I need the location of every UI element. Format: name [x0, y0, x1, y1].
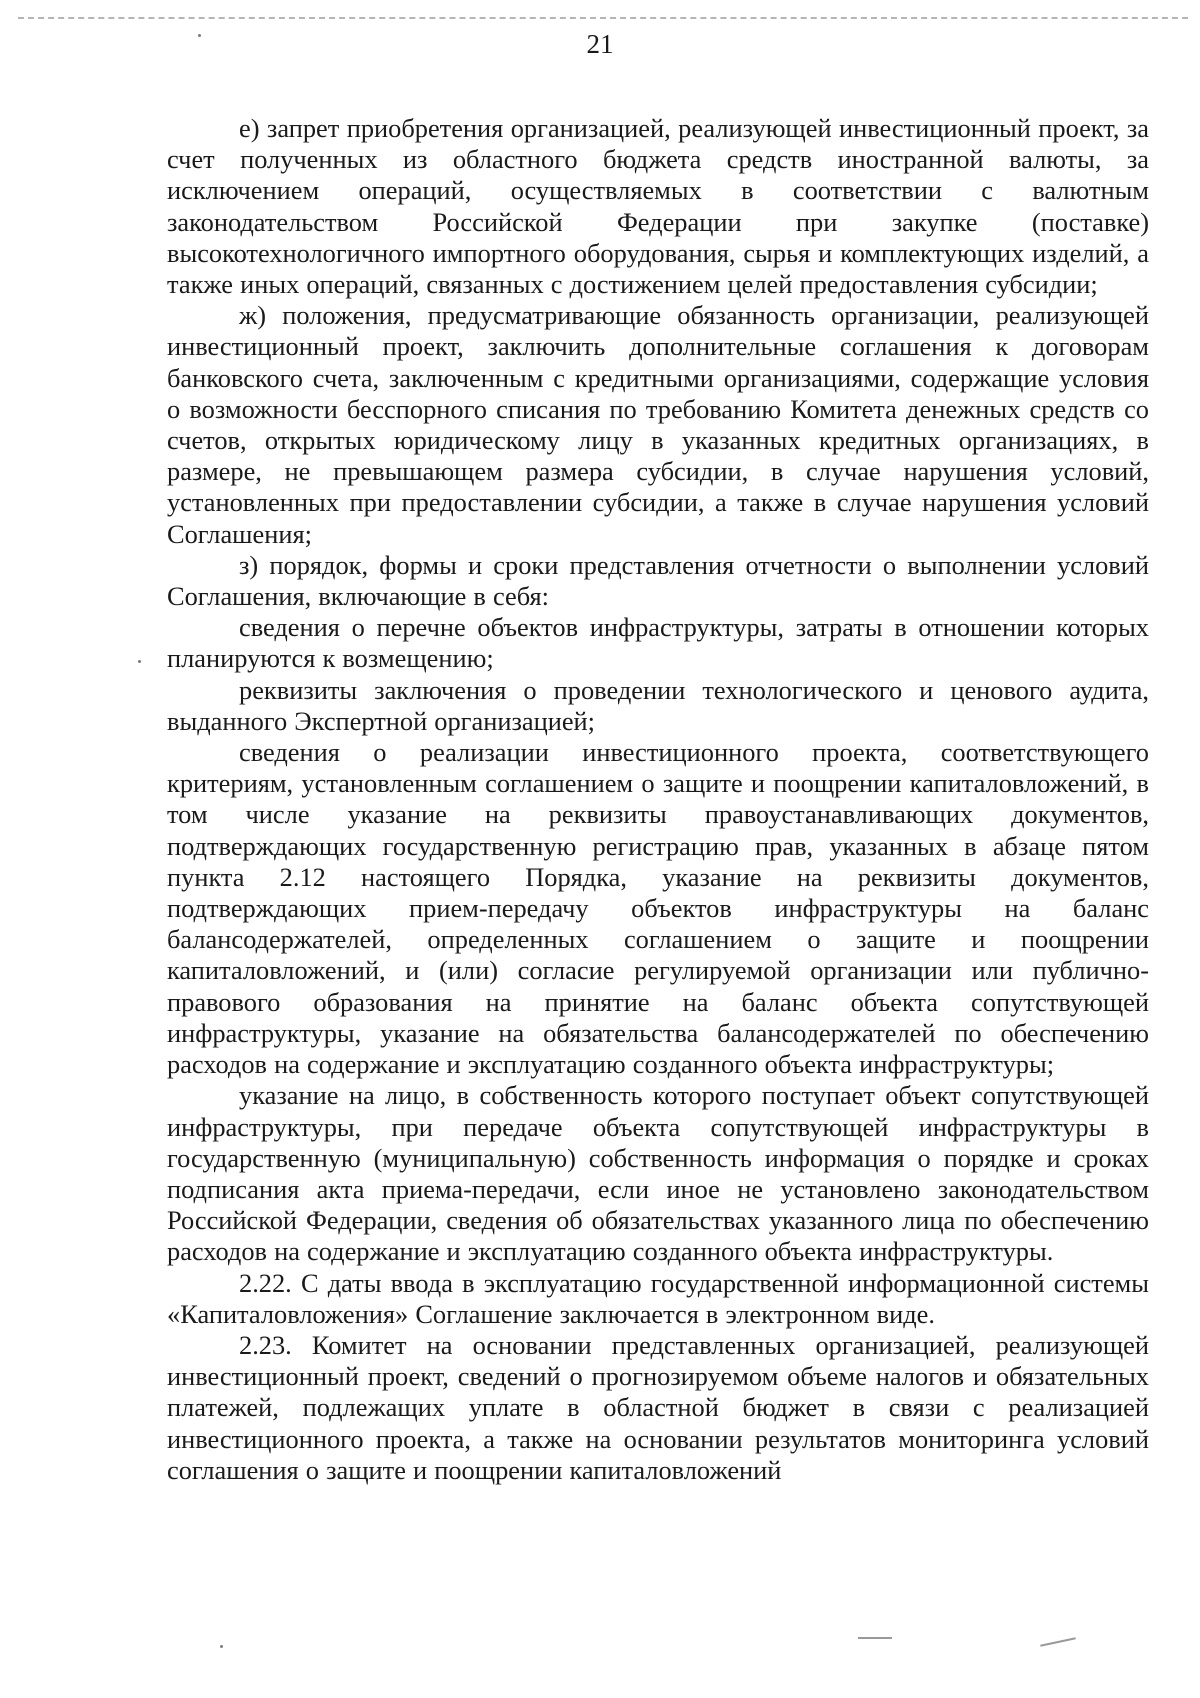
- paragraph-2-23: 2.23. Комитет на основании представленных организацией, реализующей инвестиционный проект, сведений о прогнозируемом объеме налогов и обязательных платежей, подлежащих уплате в областной бюджет в связи с реализацией инвестиционного проекта, а также на основании результатов мониторинга условий соглашения о защите и поощрении капиталовложений: [167, 1329, 1149, 1485]
- paragraph-item-z: з) порядок, формы и сроки представления отчетности о выполнении условий Соглашения, включающие в себя:: [167, 549, 1149, 612]
- paragraph-item-e: е) запрет приобретения организацией, реализующей инвестиционный проект, за счет полученных из областного бюджета средств иностранной валюты, за исключением операций, осуществляемых в соответствии с валютным законодательством Российской Федерации при закупке (поставке) высокотехнологичного импортного оборудования, сырья и комплектующих изделий, а также иных операций, связанных с достижением целей предоставления субсидии;: [167, 113, 1149, 300]
- paragraph-2-22: 2.22. С даты ввода в эксплуатацию государственной информационной системы «Капиталовложения» Соглашение заключается в электронном виде.: [167, 1267, 1149, 1329]
- document-body: [167, 113, 1149, 1486]
- handwritten-mark: [1040, 1637, 1076, 1646]
- paragraph-infrastructure-list: сведения о перечне объектов инфраструктуры, затраты в отношении которых планируются к возмещению;: [167, 612, 1149, 674]
- scan-speck: [220, 1645, 223, 1648]
- paragraph-project-info: сведения о реализации инвестиционного проекта, соответствующего критериям, установленным соглашением о защите и поощрении капиталовложений, в том числе указание на реквизиты правоустанавливающих документов, подтверждающих государственную регистрацию прав, указанных в абзаце пятом пункта 2.12 настоящего Порядка, указание на реквизиты документов, подтверждающих прием-передачу объектов инфраструктуры на баланс балансодержателей, определенных соглашением о защите и поощрении капиталовложений, и (или) согласие регулируемой организации или публично-правового образования на принятие на баланс объекта сопутствующей инфраструктуры, указание на обязательства балансодержателей по обеспечению расходов на содержание и эксплуатацию созданного объекта инфраструктуры;: [167, 737, 1149, 1080]
- paragraph-ownership: указание на лицо, в собственность которого поступает объект сопутствующей инфраструктуры, при передаче объекта сопутствующей инфраструктуры в государственную (муниципальную) собственность информация о порядке и сроках подписания акта приема-передачи, если иное не установлено законодательством Российской Федерации, сведения об обязательствах указанного лица по обеспечению расходов на содержание и эксплуатацию созданного объекта инфраструктуры.: [167, 1080, 1149, 1267]
- paragraph-audit-details: реквизиты заключения о проведении технологического и ценового аудита, выданного Экспертной организацией;: [167, 674, 1149, 736]
- scan-mark: [858, 1637, 892, 1639]
- scan-edge-line: [18, 17, 1188, 19]
- scan-speck: [198, 34, 201, 37]
- page-number: 21: [586, 29, 614, 59]
- paragraph-item-zh: ж) положения, предусматривающие обязанность организации, реализующей инвестиционный проект, заключить дополнительные соглашения к договорам банковского счета, заключенным с кредитными организациями, содержащие условия о возможности бесспорного списания по требованию Комитета денежных средств со счетов, открытых юридическому лицу в указанных кредитных организациях, в размере, не превышающем размера субсидии, в случае нарушения условий, установленных при предоставлении субсидии, а также в случае нарушения условий Соглашения;: [167, 300, 1149, 549]
- scan-speck: [138, 660, 141, 663]
